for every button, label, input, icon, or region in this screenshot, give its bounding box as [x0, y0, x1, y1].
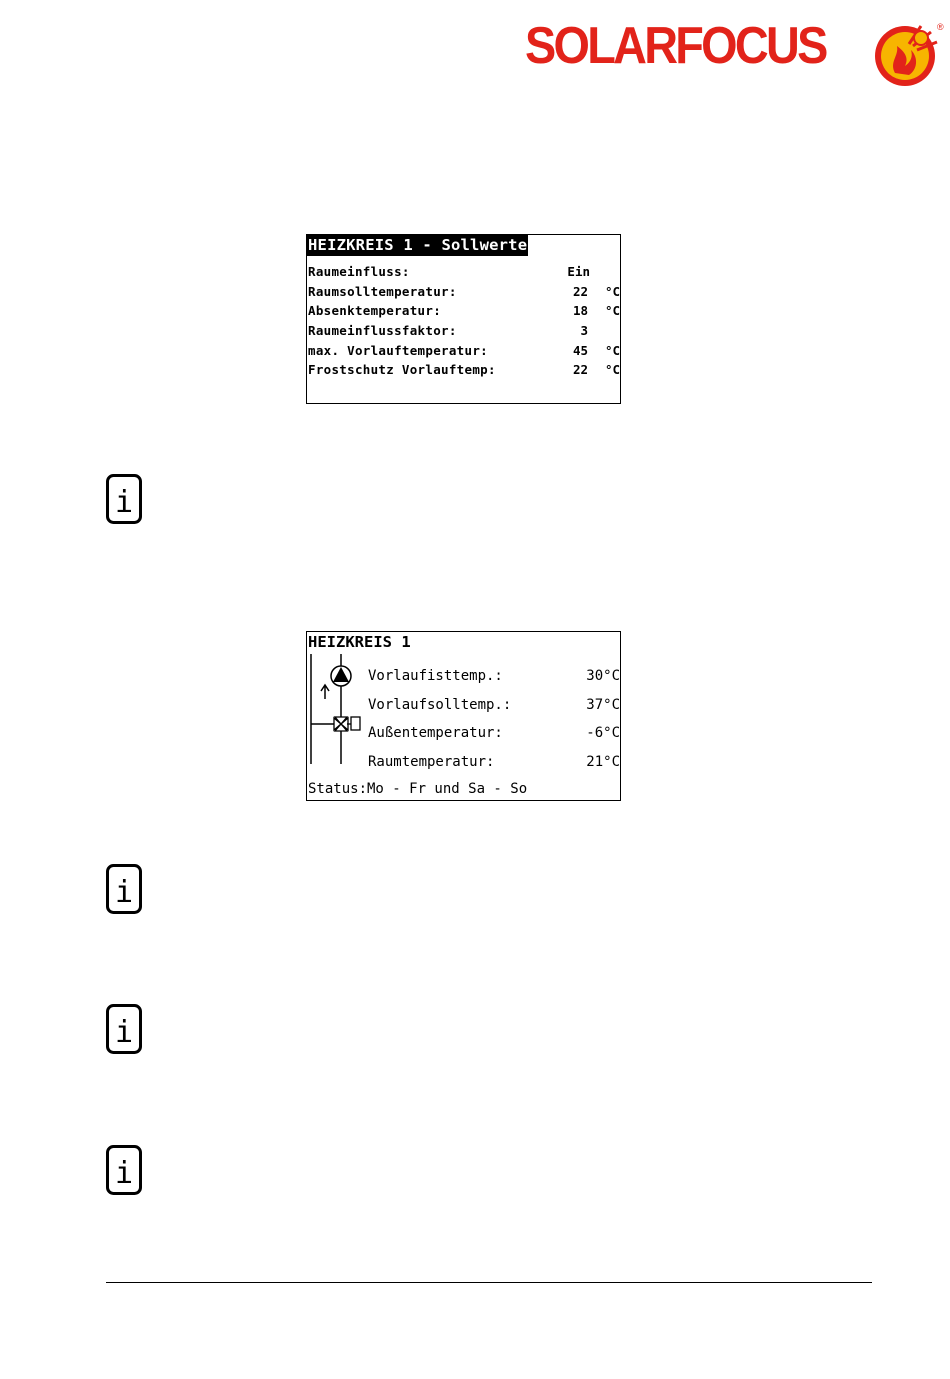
sun-flame-icon — [865, 18, 943, 88]
info-icon — [106, 1004, 142, 1054]
reading-label: Vorlaufisttemp.: — [368, 668, 503, 684]
reading-label: Außentemperatur: — [368, 725, 503, 741]
setting-label: Raumeinfluss: — [308, 264, 410, 279]
setting-label: Absenktemperatur: — [308, 303, 442, 318]
screen-title: HEIZKREIS 1 - Sollwerte — [308, 236, 528, 254]
setting-unit: °C — [604, 343, 620, 358]
setting-unit: °C — [604, 284, 620, 299]
svg-text:i: i — [114, 1015, 134, 1050]
lcd-heating-circuit-screen — [306, 631, 621, 801]
reading-row — [307, 691, 620, 720]
setting-unit: °C — [604, 362, 620, 377]
lcd-setpoints-screen — [306, 234, 621, 404]
reading-row — [307, 662, 620, 691]
info-icon — [106, 474, 142, 524]
setting-value: Ein — [567, 264, 590, 279]
footer-divider — [106, 1282, 872, 1283]
screen-title: HEIZKREIS 1 — [308, 633, 411, 651]
brand-name: SOLARFOCUS — [525, 17, 826, 75]
reading-value: 21°C — [586, 754, 620, 770]
setting-label: Frostschutz Vorlauftemp: — [308, 362, 496, 377]
solarfocus-logo — [525, 18, 945, 88]
setting-row — [307, 301, 620, 321]
reading-row — [307, 748, 620, 777]
svg-text:i: i — [114, 1156, 134, 1191]
setting-value: 22 — [572, 362, 588, 377]
setting-value: 3 — [580, 323, 588, 338]
setting-row — [307, 262, 620, 282]
setting-label: Raumsolltemperatur: — [308, 284, 457, 299]
setting-value: 45 — [572, 343, 588, 358]
reading-value: 30°C — [586, 668, 620, 684]
reading-label: Raumtemperatur: — [368, 754, 495, 770]
info-icon — [106, 864, 142, 914]
setting-row — [307, 341, 620, 361]
setting-row — [307, 282, 620, 302]
setting-label: Raumeinflussfaktor: — [308, 323, 457, 338]
setting-value: 18 — [572, 303, 588, 318]
info-icon — [106, 1145, 142, 1195]
reading-value: 37°C — [586, 697, 620, 713]
svg-text:i: i — [114, 485, 134, 520]
status-line: Status:Mo - Fr und Sa - So — [308, 781, 528, 797]
setting-label: max. Vorlauftemperatur: — [308, 343, 488, 358]
reading-label: Vorlaufsolltemp.: — [368, 697, 512, 713]
setting-row — [307, 360, 620, 380]
svg-text:i: i — [114, 875, 134, 910]
setting-row — [307, 321, 620, 341]
registered-mark: ® — [937, 22, 944, 32]
setting-unit: °C — [604, 303, 620, 318]
reading-row — [307, 719, 620, 748]
reading-value: -6°C — [586, 725, 620, 741]
setting-value: 22 — [572, 284, 588, 299]
